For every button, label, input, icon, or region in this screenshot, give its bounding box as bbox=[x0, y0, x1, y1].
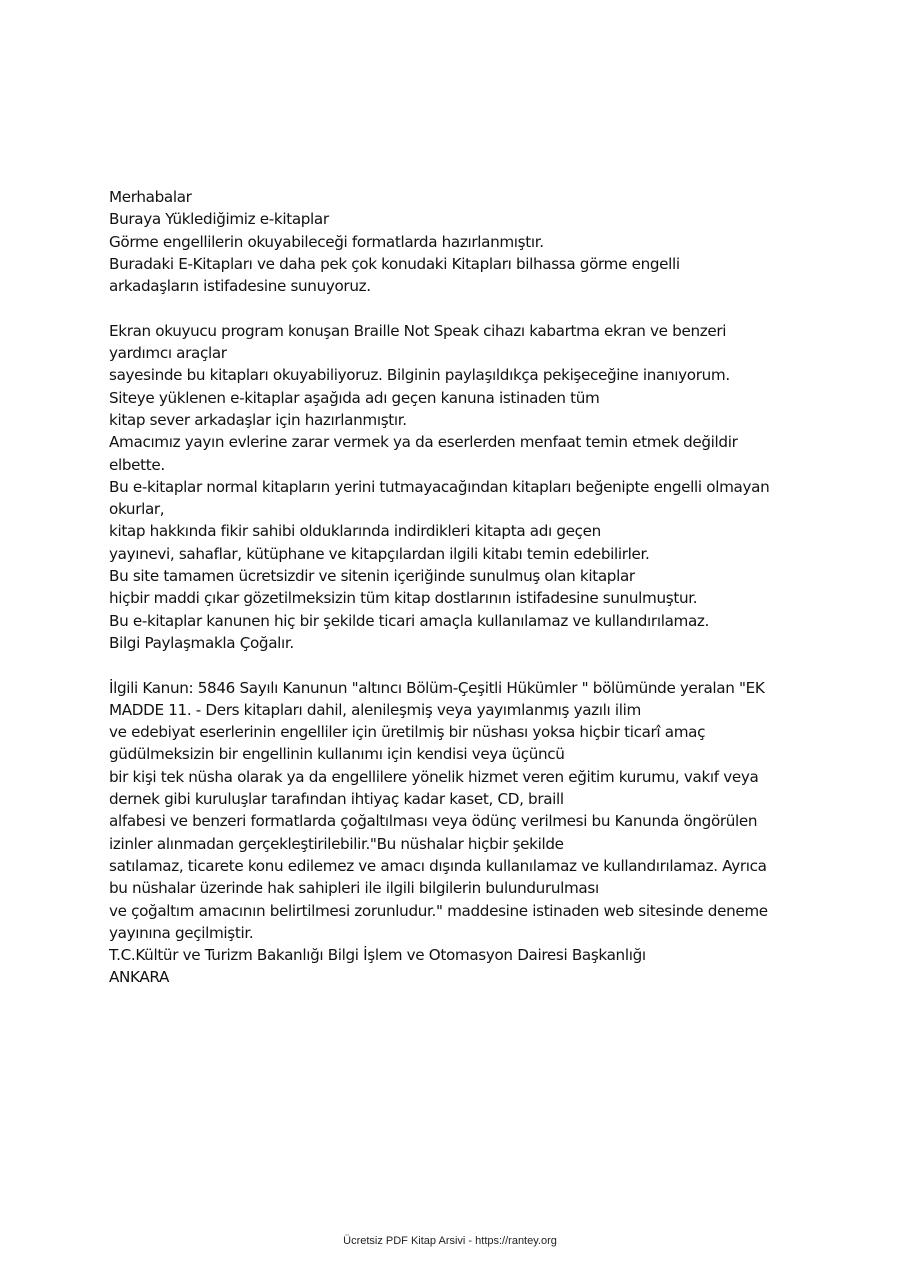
paragraph-gap bbox=[109, 297, 809, 319]
text-line: T.C.Kültür ve Turizm Bakanlığı Bilgi İşlem ve Otomasyon Dairesi Başkanlığı bbox=[109, 946, 646, 965]
text-line: bir kişi tek nüsha olarak ya da engellilere yönelik hizmet veren eğitim kurumu, vakıf veya bbox=[109, 767, 759, 786]
text-line: ANKARA bbox=[109, 968, 170, 987]
text-line: Amacımız yayın evlerine zarar vermek ya da eserlerden menfaat temin etmek değildir bbox=[109, 433, 738, 452]
text-line: arkadaşların istifadesine sunuyoruz. bbox=[109, 277, 371, 296]
text-line: Bu e-kitaplar kanunen hiç bir şekilde ticari amaçla kullanılamaz ve kullandırılamaz. bbox=[109, 611, 710, 630]
text-line: yayınevi, sahaflar, kütüphane ve kitapçılardan ilgili kitabı temin edebilirler. bbox=[109, 544, 650, 563]
text-line: İlgili Kanun: 5846 Sayılı Kanunun "altıncı Bölüm-Çeşitli Hükümler " bölümünde yeralan "EK bbox=[109, 678, 765, 697]
text-line: yardımcı araçlar bbox=[109, 344, 227, 363]
text-line: Buradaki E-Kitapları ve daha pek çok konudaki Kitapları bilhassa görme engelli bbox=[109, 254, 680, 273]
document-body bbox=[109, 186, 809, 989]
text-line: elbette. bbox=[109, 455, 165, 474]
text-line: Ekran okuyucu program konuşan Braille Not Speak cihazı kabartma ekran ve benzeri bbox=[109, 321, 727, 340]
page-footer: Ücretsiz PDF Kitap Arsivi - https://rantey.org bbox=[343, 1235, 557, 1247]
text-line: ve edebiyat eserlerinin engelliler için üretilmiş bir nüshası yoksa hiçbir ticarî amaç bbox=[109, 723, 706, 742]
text-line: yayınına geçilmiştir. bbox=[109, 923, 254, 942]
text-line: MADDE 11. - Ders kitapları dahil, alenileşmiş veya yayımlanmış yazılı ilim bbox=[109, 700, 641, 719]
text-line: sayesinde bu kitapları okuyabiliyoruz. Bilginin paylaşıldıkça pekişeceğine inanıyorum. bbox=[109, 366, 730, 385]
text-line: Merhabalar bbox=[109, 188, 192, 206]
text-line: kitap sever arkadaşlar için hazırlanmıştır. bbox=[109, 410, 407, 429]
text-line: Bu site tamamen ücretsizdir ve sitenin içeriğinde sunulmuş olan kitaplar bbox=[109, 567, 635, 586]
text-line: güdülmeksizin bir engellinin kullanımı için kendisi veya üçüncü bbox=[109, 745, 565, 764]
text-line: dernek gibi kuruluşlar tarafından ihtiyaç kadar kaset, CD, braill bbox=[109, 790, 564, 809]
paragraph-1 bbox=[109, 186, 809, 297]
text-line: alfabesi ve benzeri formatlarda çoğaltılması veya ödünç verilmesi bu Kanunda öngörülen bbox=[109, 812, 758, 831]
text-line: Siteye yüklenen e-kitaplar aşağıda adı geçen kanuna istinaden tüm bbox=[109, 388, 600, 407]
text-line: Bu e-kitaplar normal kitapların yerini tutmayacağından kitapları beğenipte engelli olmayan bbox=[109, 477, 770, 496]
text-line: ve çoğaltım amacının belirtilmesi zorunludur." maddesine istinaden web sitesinde deneme bbox=[109, 901, 768, 920]
text-line: Görme engellilerin okuyabileceği formatlarda hazırlanmıştır. bbox=[109, 232, 544, 251]
paragraph-gap bbox=[109, 654, 809, 676]
text-line: okurlar, bbox=[109, 500, 165, 519]
text-line: bu nüshalar üzerinde hak sahipleri ile ilgili bilgilerin bulundurulması bbox=[109, 879, 599, 898]
paragraph-2 bbox=[109, 320, 809, 654]
text-line: hiçbir maddi çıkar gözetilmeksizin tüm kitap dostlarının istifadesine sunulmuştur. bbox=[109, 589, 698, 608]
text-line: kitap hakkında fikir sahibi olduklarında indirdikleri kitapta adı geçen bbox=[109, 522, 601, 541]
text-line: izinler alınmadan gerçekleştirilebilir."Bu nüshalar hiçbir şekilde bbox=[109, 834, 564, 853]
text-line: satılamaz, ticarete konu edilemez ve amacı dışında kullanılamaz ve kullandırılamaz. Ayrıca bbox=[109, 856, 767, 875]
paragraph-3 bbox=[109, 677, 809, 989]
text-line: Buraya Yüklediğimiz e-kitaplar bbox=[109, 210, 329, 229]
text-line: Bilgi Paylaşmakla Çoğalır. bbox=[109, 633, 294, 652]
